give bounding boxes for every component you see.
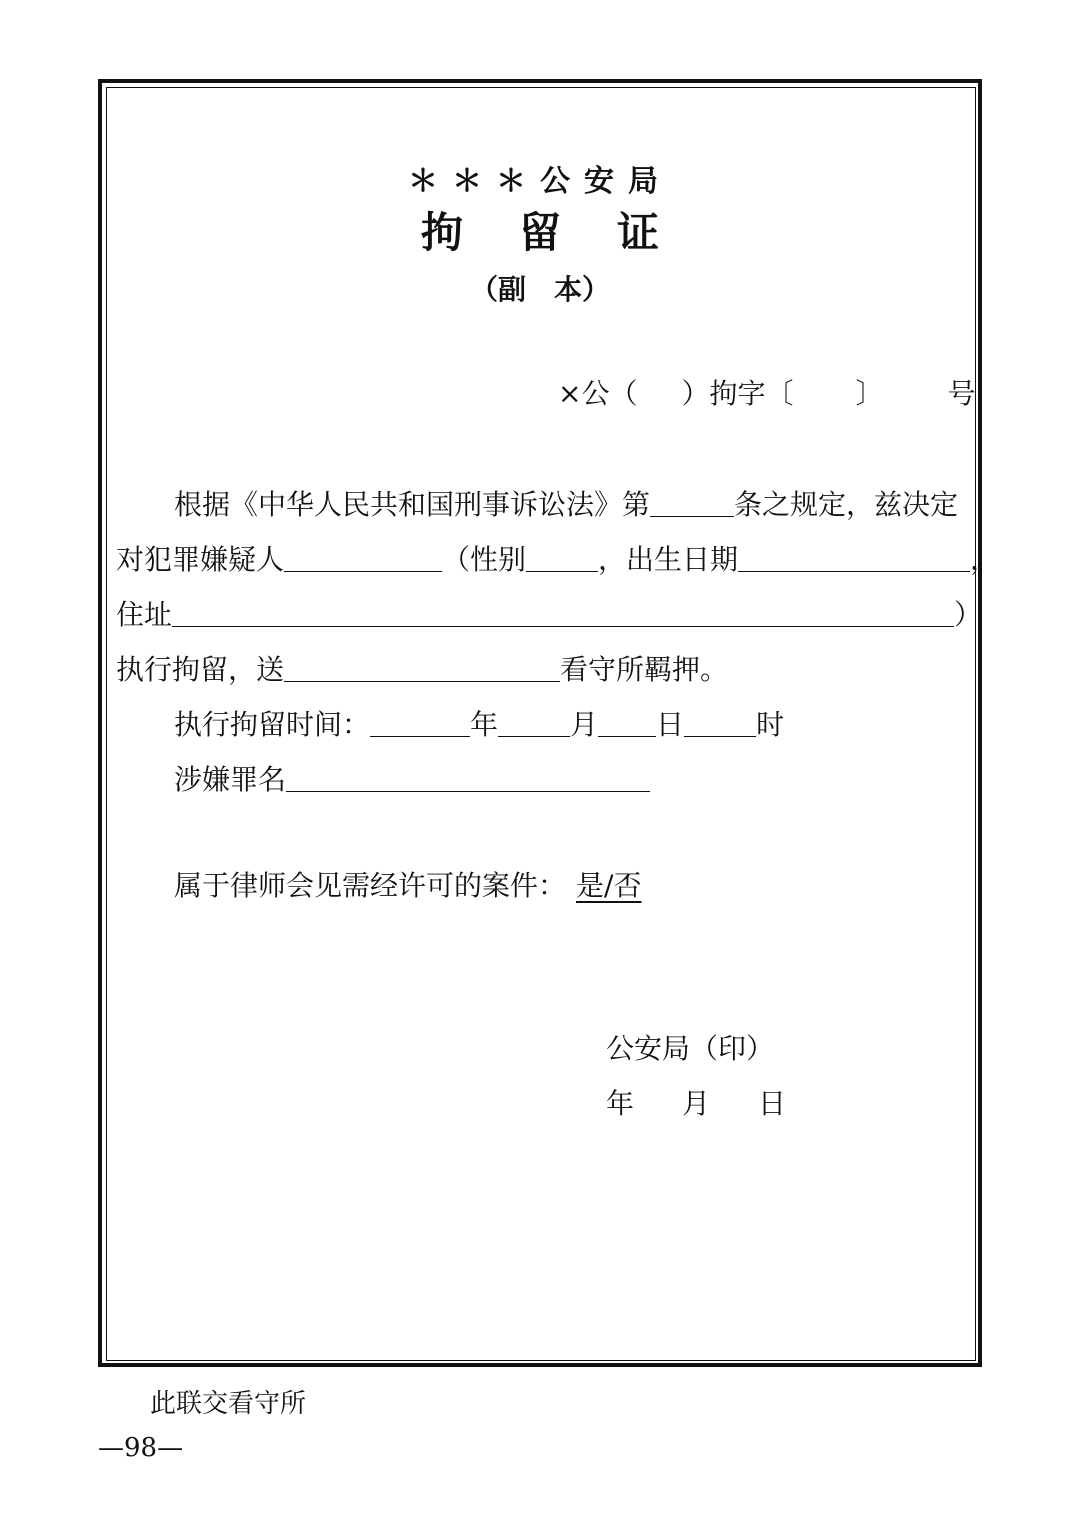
address-label: 住址 [116, 598, 173, 631]
agency-name: ＊＊＊公安局 [408, 164, 672, 199]
signature-date [606, 1086, 786, 1122]
charge-label: 涉嫌罪名 [174, 763, 287, 796]
charge-blank [286, 761, 650, 792]
title-char-1: 拘 [420, 208, 463, 257]
detention-send-label: 执行拘留，送 [116, 653, 285, 686]
title-char-3: 证 [617, 208, 660, 257]
article-number-blank [650, 486, 734, 517]
charge-line [174, 761, 650, 798]
birthdate-blank [738, 541, 970, 572]
birthdate-label: ，出生日期 [598, 543, 739, 576]
doc-number-suffix: 号 [947, 377, 976, 410]
month-blank [498, 706, 570, 737]
seal-line: 公安局（印） [606, 1032, 775, 1065]
law-reference-text: 根据《中华人民共和国刑事诉讼法》第 [174, 488, 651, 521]
body-line-4 [116, 651, 728, 688]
lawyer-permission-label: 属于律师会见需经许可的案件： [174, 869, 567, 902]
gender-label: （性别 [442, 543, 527, 576]
doc-number-close: 〕 [855, 377, 884, 410]
month-label: 月 [570, 708, 599, 741]
line2-comma: ， [970, 543, 999, 576]
lawyer-permission-line [174, 868, 641, 904]
suspect-label: 对犯罪嫌疑人 [116, 543, 285, 576]
hour-label: 时 [756, 708, 785, 741]
doc-number-prefix: ×公（ [558, 377, 638, 410]
signature-month: 月 [682, 1087, 711, 1120]
body-line-2 [116, 541, 998, 578]
day-blank [598, 706, 656, 737]
detention-center-suffix: 看守所羁押。 [560, 653, 729, 686]
gender-blank [526, 541, 598, 572]
copy-subtitle: （副 本） [469, 273, 610, 306]
title-char-2: 留 [518, 208, 561, 257]
doc-number-mid: ）拘字〔 [681, 377, 794, 410]
detention-time-label: 执行拘留时间： [174, 708, 371, 741]
document-title [0, 200, 1080, 260]
decision-text: 条之规定，兹决定 [734, 488, 959, 521]
lawyer-permission-value: 是/否 [576, 869, 642, 902]
page-number: —98— [98, 1433, 184, 1463]
signature-day: 日 [758, 1087, 787, 1120]
body-line-1 [174, 486, 958, 523]
document-number [558, 376, 976, 412]
day-label: 日 [656, 708, 685, 741]
signature-year: 年 [606, 1087, 635, 1120]
copy-note: 此联交看守所 [150, 1389, 307, 1419]
detention-center-blank [284, 651, 560, 682]
suspect-name-blank [284, 541, 442, 572]
year-label: 年 [470, 708, 499, 741]
address-blank [172, 596, 954, 627]
year-blank [370, 706, 470, 737]
body-line-3 [116, 596, 982, 633]
hour-blank [684, 706, 756, 737]
detention-time-line [174, 706, 784, 743]
address-close-paren: ） [954, 598, 983, 631]
